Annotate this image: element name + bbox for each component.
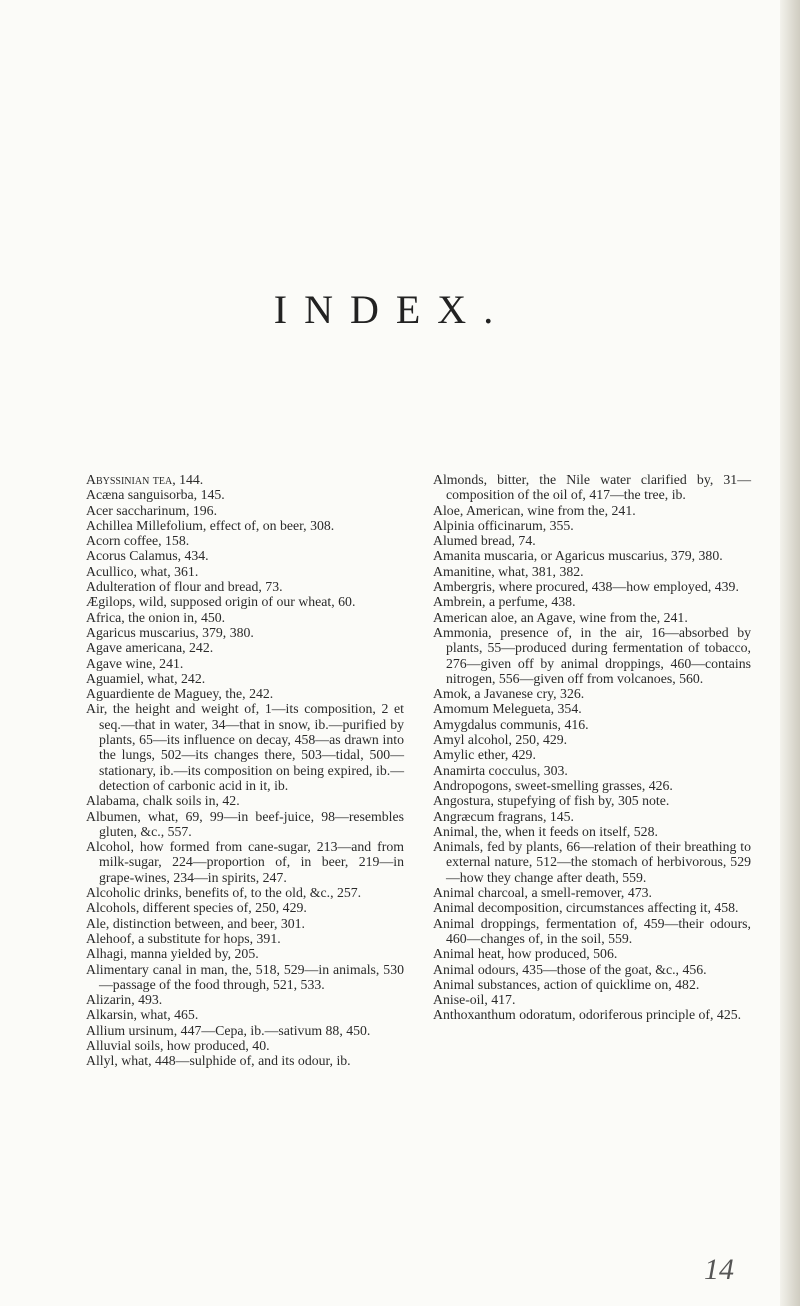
index-entry: Acæna sanguisorba, 145. (86, 487, 225, 503)
index-entry: Animal charcoal, a smell-remover, 473. (433, 885, 652, 901)
index-entry: Amyl alcohol, 250, 429. (433, 732, 568, 748)
index-entry: Agave americana, 242. (86, 640, 214, 656)
index-entry: Alabama, chalk soils in, 42. (86, 793, 240, 809)
index-entry: Achillea Millefolium, effect of, on beer, 308. (86, 517, 335, 533)
index-entry: Amygdalus communis, 416. (433, 716, 589, 732)
index-entry: Animal droppings, fermentation of, 459—their odours, 460—changes of, in the soil, 559. (433, 915, 751, 946)
index-entry: Anamirta cocculus, 303. (433, 762, 568, 778)
index-entry: Aguamiel, what, 242. (86, 670, 206, 686)
index-entry: Africa, the onion in, 450. (86, 609, 226, 625)
index-column-left (86, 472, 404, 1069)
index-entry: Alizarin, 493. (86, 992, 163, 1008)
index-entry: Acorn coffee, 158. (86, 533, 190, 549)
index-entry: Alluvial soils, how produced, 40. (86, 1037, 270, 1053)
index-entry: Adulteration of flour and bread, 73. (86, 579, 283, 595)
index-entry: Amomum Melegueta, 354. (433, 701, 582, 717)
index-entry: Alkarsin, what, 465. (86, 1007, 199, 1023)
index-entry: Alehoof, a substitute for hops, 391. (86, 930, 281, 946)
handwritten-folio-number: 14 (704, 1253, 734, 1286)
index-entry: Ambrein, a perfume, 438. (433, 594, 576, 610)
index-entry: Aguardiente de Maguey, the, 242. (86, 686, 274, 702)
index-entry: Amanitine, what, 381, 382. (433, 563, 584, 579)
index-entry: Ægilops, wild, supposed origin of our wheat, 60. (86, 594, 356, 610)
index-entry: Alpinia officinarum, 355. (433, 517, 574, 533)
index-entry: Ammonia, presence of, in the air, 16—absorbed by plants, 55—produced during fermentation of tobacco, 276—given off by animal droppings, 460—contains nitrogen, 556—given off from volcanoes, 560. (433, 624, 751, 686)
index-entry: Alcohols, different species of, 250, 429. (86, 900, 307, 916)
index-entry: Amanita muscaria, or Agaricus muscarius, 379, 380. (433, 548, 723, 564)
page-edge-shadow (780, 0, 800, 1306)
index-entry: Animal odours, 435—those of the goat, &c., 456. (433, 961, 707, 977)
index-entry: Alhagi, manna yielded by, 205. (86, 946, 259, 962)
index-entry: Animal, the, when it feeds on itself, 528. (433, 823, 658, 839)
index-entry: Agaricus muscarius, 379, 380. (86, 624, 254, 640)
index-entry: Acorus Calamus, 434. (86, 548, 209, 564)
index-entry: Amylic ether, 429. (433, 747, 536, 763)
index-column-right (433, 472, 751, 1023)
index-entry: Ambergris, where procured, 438—how employed, 439. (433, 579, 739, 595)
index-entry: Agave wine, 241. (86, 655, 184, 671)
index-entry: Alcoholic drinks, benefits of, to the old, &c., 257. (86, 885, 362, 901)
index-entry: American aloe, an Agave, wine from the, 241. (433, 609, 688, 625)
index-entry: Anise-oil, 417. (433, 992, 516, 1008)
index-entry: Animal heat, how produced, 506. (433, 946, 618, 962)
index-entry: Alimentary canal in man, the, 518, 529—in animals, 530—passage of the food through, 521, 533. (86, 961, 404, 992)
index-entry: Amok, a Javanese cry, 326. (433, 686, 585, 702)
index-entry: Abyssinian tea, 144. (86, 472, 204, 487)
index-entry: Animal decomposition, circumstances affecting it, 458. (433, 900, 739, 916)
index-entry: Allium ursinum, 447—Cepa, ib.—sativum 88, 450. (86, 1022, 371, 1038)
index-entry: Air, the height and weight of, 1—its composition, 2 et seq.—that in water, 34—that in snow, ib.—purified by plants, 65—its influence on decay, 458—as drawn into the lungs, 502—its changes there, 503—tidal, 500—stationary, ib.—its composition on being expired, ib.—detection of carbonic acid in it, ib. (86, 701, 404, 793)
index-entry: Andropogons, sweet-smelling grasses, 426. (433, 777, 673, 793)
index-entry: Angostura, stupefying of fish by, 305 note. (433, 793, 670, 809)
index-entry: Aloe, American, wine from the, 241. (433, 502, 636, 518)
index-entry: Animals, fed by plants, 66—relation of their breathing to external nature, 512—the stomach of herbivorous, 529—how they change after death, 559. (433, 839, 751, 885)
index-entry: Acullico, what, 361. (86, 563, 199, 579)
index-entry: Anthoxanthum odoratum, odoriferous principle of, 425. (433, 1007, 742, 1023)
page-title: INDEX. (273, 287, 511, 332)
index-entry: Alumed bread, 74. (433, 533, 536, 549)
index-entry: Animal substances, action of quicklime on, 482. (433, 976, 700, 992)
index-entry: Ale, distinction between, and beer, 301. (86, 915, 305, 931)
index-entry: Allyl, what, 448—sulphide of, and its odour, ib. (86, 1053, 351, 1069)
index-entry: Angræcum fragrans, 145. (433, 808, 575, 824)
index-entry: Almonds, bitter, the Nile water clarified by, 31—composition of the oil of, 417—the tree, ib. (433, 472, 751, 503)
index-entry: Alcohol, how formed from cane-sugar, 213—and from milk-sugar, 224—proportion of, in beer, 219—in grape-wines, 234—in spirits, 247. (86, 839, 404, 885)
index-entry: Acer saccharinum, 196. (86, 502, 218, 518)
index-entry: Albumen, what, 69, 99—in beef-juice, 98—resembles gluten, &c., 557. (86, 808, 404, 839)
